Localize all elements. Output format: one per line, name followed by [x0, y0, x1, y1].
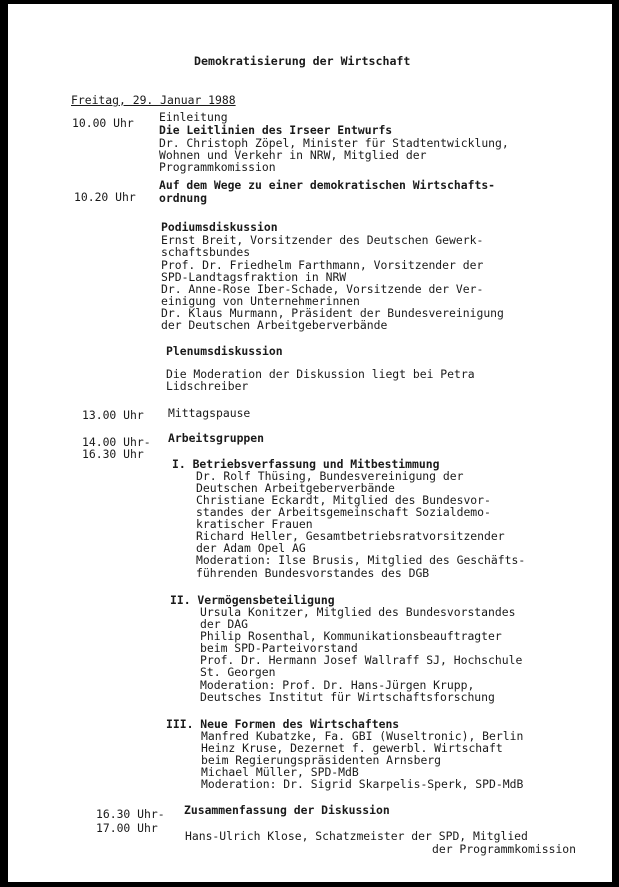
group-heading: III. Neue Formen des Wirtschaftens — [166, 717, 400, 731]
text-line: Deutschen Arbeitgeberverbände — [196, 481, 395, 495]
text-line: Dr. Anne-Rose Iber-Schade, Vorsitzende der Ver- — [161, 282, 484, 296]
text-line: standes der Arbeitsgemeinschaft Sozialdemo- — [196, 505, 491, 519]
text-line: Heinz Kruse, Dezernet f. gewerbl. Wirtschaft — [201, 741, 503, 755]
time-label: 16.30 Uhr — [82, 447, 144, 461]
session-heading: Zusammenfassung der Diskussion — [184, 803, 390, 817]
text-line: beim SPD-Parteivorstand — [200, 641, 358, 655]
text-line: Dr. Klaus Murmann, Präsident der Bundesvereinigung — [161, 306, 504, 320]
time-label: 14.00 Uhr- — [82, 435, 151, 449]
time-label: 10.00 Uhr — [72, 116, 134, 130]
text-line: Moderation: Ilse Brusis, Mitglied des Geschäfts- — [196, 553, 526, 567]
text-line: Manfred Kubatzke, Fa. GBI (Wuseltronic), Berlin — [201, 729, 524, 743]
session-title: Einleitung — [159, 110, 228, 124]
text-line: Prof. Dr. Friedhelm Farthmann, Vorsitzender der — [161, 258, 484, 272]
text-line: kratischer Frauen — [196, 517, 313, 531]
text-line: Philip Rosenthal, Kommunikationsbeauftragter — [200, 629, 502, 643]
session-heading: Auf dem Wege zu einer demokratischen Wirtschafts- — [159, 178, 496, 192]
text-line: der Adam Opel AG — [196, 541, 306, 555]
session-heading: ordnung — [159, 191, 208, 205]
text-line: Die Moderation der Diskussion liegt bei Petra — [166, 367, 475, 381]
text-line: der DAG — [200, 617, 249, 631]
text-line: Hans-Ulrich Klose, Schatzmeister der SPD, Mitglied — [185, 829, 528, 843]
session-title: Mittagspause — [168, 406, 251, 420]
subsection-heading: Plenumsdiskussion — [166, 344, 283, 358]
text-line: SPD-Landtagsfraktion in NRW — [161, 270, 347, 284]
text-line: St. Georgen — [200, 665, 276, 679]
text-line: Ursula Konitzer, Mitglied des Bundesvorstandes — [200, 605, 516, 619]
subsection-heading: Podiumsdiskussion — [161, 220, 278, 234]
text-line: beim Regierungspräsidenten Arnsberg — [201, 753, 442, 767]
time-label: 17.00 Uhr — [96, 821, 158, 835]
time-label: 13.00 Uhr — [82, 408, 144, 422]
text-line: Moderation: Prof. Dr. Hans-Jürgen Krupp, — [200, 678, 475, 692]
text-line: Deutsches Institut für Wirtschaftsforschung — [200, 690, 495, 704]
time-label: 10.20 Uhr — [74, 190, 136, 204]
text-line: Richard Heller, Gesamtbetriebsratvorsitzender — [196, 529, 505, 543]
session-heading: Arbeitsgruppen — [168, 431, 265, 445]
text-line: Dr. Christoph Zöpel, Minister für Stadtentwicklung, — [159, 136, 509, 150]
text-line: schaftsbundes — [161, 245, 251, 259]
text-line: Prof. Dr. Hermann Josef Wallraff SJ, Hochschule — [200, 653, 523, 667]
date-heading: Freitag, 29. Januar 1988 — [71, 93, 236, 107]
text-line: Lidschreiber — [166, 379, 249, 393]
text-line: Wohnen und Verkehr in NRW, Mitglied der — [159, 148, 427, 162]
text-line: Christiane Eckardt, Mitglied des Bundesvor- — [196, 493, 491, 507]
group-heading: II. Vermögensbeteiligung — [170, 593, 335, 607]
time-label: 16.30 Uhr- — [96, 807, 165, 821]
document-page — [8, 4, 612, 882]
text-line: der Programmkomission — [432, 842, 577, 856]
text-line: der Deutschen Arbeitgeberverbände — [161, 318, 388, 332]
session-heading: Die Leitlinien des Irseer Entwurfs — [159, 123, 393, 137]
text-line: führenden Bundesvorstandes des DGB — [196, 566, 430, 580]
text-line: Ernst Breit, Vorsitzender des Deutschen Gewerk- — [161, 233, 484, 247]
group-heading: I. Betriebsverfassung und Mitbestimmung — [172, 457, 440, 471]
text-line: Moderation: Dr. Sigrid Skarpelis-Sperk, SPD-MdB — [201, 777, 524, 791]
text-line: Programmkomission — [159, 160, 276, 174]
document-title: Demokratisierung der Wirtschaft — [194, 54, 411, 68]
text-line: Dr. Rolf Thüsing, Bundesvereinigung der — [196, 469, 464, 483]
text-line: Michael Müller, SPD-MdB — [201, 765, 359, 779]
text-line: einigung von Unternehmerinnen — [161, 294, 360, 308]
